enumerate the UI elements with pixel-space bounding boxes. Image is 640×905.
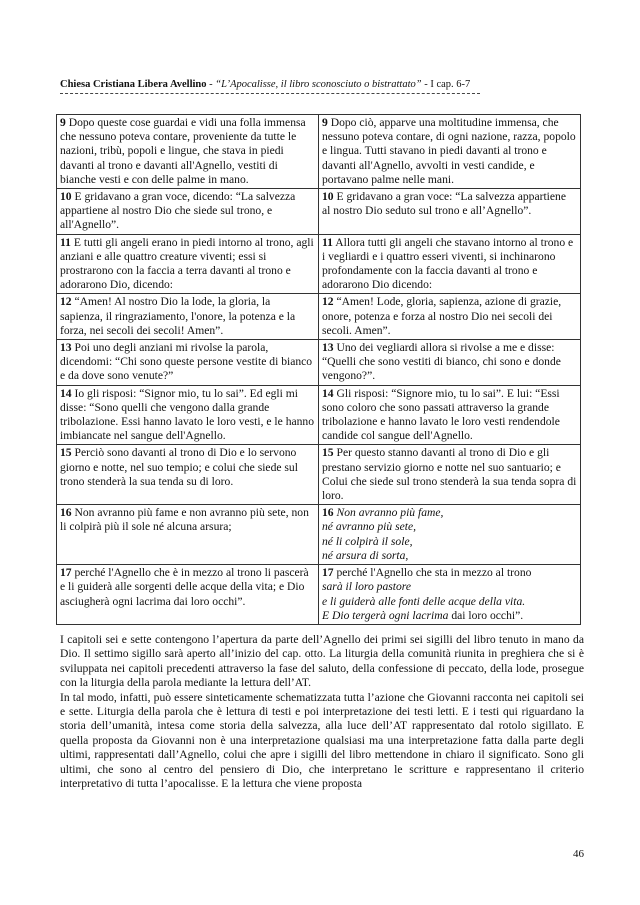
verse-text: Perciò sono davanti al trono di Dio e lo servono giorno e notte, nel suo tempio; e colui che siede sul trono stenderà la sua tenda su di loro.: [60, 446, 298, 488]
verse-text: Dopo queste cose guardai e vidi una folla immensa che nessuno poteva contare, proveniente da tutte le nazioni, tribù, popoli e lingue, che stava in piedi davanti al trono e davanti all'Agnello, vestiti di bianche vesti e con delle palme in mano.: [60, 116, 306, 186]
verse-number: 15: [322, 446, 334, 460]
verse-text: Per questo stanno davanti al trono di Dio e gli prestano servizio giorno e notte nel suo santuario; e Colui che siede sul trono stenderà la sua tenda sopra di loro.: [322, 446, 577, 503]
left-column-cell: [57, 565, 319, 625]
left-column-cell: [57, 189, 319, 235]
header-chapter-ref: - I cap. 6-7: [421, 79, 471, 90]
verse-line: E Dio tergerà ogni lacrima: [322, 608, 449, 622]
left-column-cell: [57, 234, 319, 294]
left-column-cell: [57, 505, 319, 565]
page-number: 46: [573, 848, 584, 860]
table-row: [57, 445, 581, 505]
verse-text: Io gli risposi: “Signor mio, tu lo sai”. Ed egli mi disse: “Sono quelli che vengono dalla grande tribolazione. Essi hanno lavato le loro vesti, e le hanno imbiancate nel sangue dell'Agnello.: [60, 386, 315, 443]
verse-text: “Amen! Lode, gloria, sapienza, azione di grazie, onore, potenza e forza al nostro Dio nei secoli dei secoli. Amen”.: [322, 295, 562, 337]
verse-line: e li guiderà alle fonti delle acque della vita.: [322, 594, 526, 608]
right-column-cell: [319, 565, 581, 625]
table-row: [57, 565, 581, 625]
verse-number: 9: [60, 116, 66, 129]
verse-number: 15: [60, 446, 72, 460]
right-column-cell: [319, 189, 581, 235]
paragraph: In tal modo, infatti, può essere sinteticamente schematizzata tutta l’azione che Giovanni racconta nei capitoli sei e sette. Liturgia della parola che è lettura di testi e poi interpretazione dei testi letti. E i testi qui riguardano la storia dell’umanità, intesa come storia della salvezza, alla luce dell’AT rappresentato dal rotolo sigillato. E quella proposta da Giovanni non è una interpretazione qualsiasi ma una interpretazione fatta dalla parte degli ultimi, rappresentati dall’Agnello, colui che apre i sigilli del libro mettendone in chiaro il significato. Sono gli ultimi, che sono al centro del pensiero di Dio, che interpretano le scritture e rappresentano il criterio interpretativo di tutta l’apocalisse. E la lettura che viene proposta: [60, 690, 584, 791]
left-column-cell: [57, 445, 319, 505]
translation-comparison-table: [56, 114, 581, 625]
right-column-cell: [319, 294, 581, 340]
verse-text: perché l'Agnello che è in mezzo al trono li pascerà e li guiderà alle sorgenti delle acque della vita; e Dio asciugherà ogni lacrima dai loro occhi”.: [60, 566, 309, 608]
table-row: [57, 189, 581, 235]
verse-line: né li colpirà il sole,: [322, 534, 413, 548]
verse-number: 14: [60, 386, 72, 400]
left-column-cell: [57, 385, 319, 445]
verse-line: dai loro occhi”.: [448, 608, 524, 622]
verse-line: né arsura di sorta,: [322, 548, 409, 562]
verse-text: E gridavano a gran voce, dicendo: “La salvezza appartiene al nostro Dio che siede sul trono, e all'Agnello”.: [60, 190, 296, 232]
right-column-cell: [319, 445, 581, 505]
right-column-cell: [319, 505, 581, 565]
page-header: [60, 78, 580, 91]
verse-number: 9: [322, 116, 328, 129]
verse-text: “Amen! Al nostro Dio la lode, la gloria, la sapienza, il ringraziamento, l'onore, la potenza e la forza, nei secoli dei secoli! Amen”.: [60, 295, 296, 337]
right-column-cell: [319, 115, 581, 189]
verse-text: Allora tutti gli angeli che stavano intorno al trono e i vegliardi e i quattro esseri viventi, si inchinarono profondamente con la faccia davanti al trono e adorarono Dio dicendo:: [322, 235, 574, 292]
table-row: [57, 385, 581, 445]
verse-line: Non avranno più fame,: [336, 506, 444, 520]
verse-text: perché l'Agnello che sta in mezzo al trono: [333, 566, 532, 580]
verse-text: Poi uno degli anziani mi rivolse la parola, dicendomi: “Chi sono queste persone vestite di bianco e da dove sono venute?”: [60, 341, 313, 383]
verse-text: Gli risposi: “Signore mio, tu lo sai”. E lui: “Essi sono coloro che sono passati attraverso la grande tribolazione e hanno lavato le loro vesti rendendole candide col sangue dell'Agnello.: [322, 386, 560, 443]
verse-line: né avranno più sete,: [322, 520, 417, 534]
table-row: [57, 340, 581, 386]
paragraph: I capitoli sei e sette contengono l’apertura da parte dell’Agnello dei primi sei sigilli del libro tenuto in mano da Dio. Il settimo sigillo sarà aperto all’inizio del cap. otto. La liturgia della comunità riunita in preghiera che si è sviluppata nei capitoli precedenti attraverso la fase del saluto, della confessione di peccato, della lode, prosegue con la liturgia della parola mediante la lettura dell’AT.: [60, 633, 584, 690]
table-row: [57, 234, 581, 294]
header-title: “L’Apocalisse, il libro sconosciuto o bistrattato”: [215, 79, 422, 90]
table-row: [57, 294, 581, 340]
verse-number: 10: [60, 190, 72, 204]
verse-number: 12: [60, 295, 72, 309]
verse-text: Uno dei vegliardi allora si rivolse a me e disse: “Quelli che sono vestiti di bianco, chi sono e donde vengono?”.: [322, 341, 561, 383]
right-column-cell: [319, 340, 581, 386]
header-rule: [60, 93, 480, 94]
verse-number: 13: [322, 341, 334, 355]
verse-text: Dopo ciò, apparve una moltitudine immensa, che nessuno poteva contare, di ogni nazione, razza, popolo e lingua. Tutti stavano in piedi davanti al trono e davanti all'Agnello, avvolti in vesti candide, e portavano palme nelle mani.: [322, 116, 576, 186]
verse-number: 13: [60, 341, 72, 355]
verse-number: 16: [60, 506, 72, 520]
verse-text: E gridavano a gran voce: “La salvezza appartiene al nostro Dio seduto sul trono e all’Agnello”.: [322, 190, 566, 218]
verse-number: 14: [322, 386, 334, 400]
left-column-cell: [57, 340, 319, 386]
left-column-cell: [57, 115, 319, 189]
header-separator: -: [206, 79, 216, 90]
table-row: [57, 115, 581, 189]
verse-number: 17: [322, 566, 334, 580]
verse-number: 12: [322, 295, 334, 309]
verse-number: 11: [322, 235, 333, 249]
verse-text: Non avranno più fame e non avranno più sete, non li colpirà più il sole né alcuna arsura;: [60, 506, 309, 534]
verse-number: 10: [322, 190, 334, 204]
commentary-text: [60, 633, 584, 791]
verse-line: sarà il loro pastore: [322, 580, 412, 594]
verse-text: E tutti gli angeli erano in piedi intorno al trono, agli anziani e alle quattro creature viventi; essi si prostrarono con la faccia a terra davanti al trono e adorarono Dio, dicendo:: [60, 235, 314, 292]
table-row: [57, 505, 581, 565]
right-column-cell: [319, 234, 581, 294]
verse-number: 17: [60, 566, 72, 580]
verse-number: 16: [322, 506, 334, 520]
header-organization: Chiesa Cristiana Libera Avellino: [60, 79, 207, 90]
verse-number: 11: [60, 235, 71, 249]
right-column-cell: [319, 385, 581, 445]
left-column-cell: [57, 294, 319, 340]
